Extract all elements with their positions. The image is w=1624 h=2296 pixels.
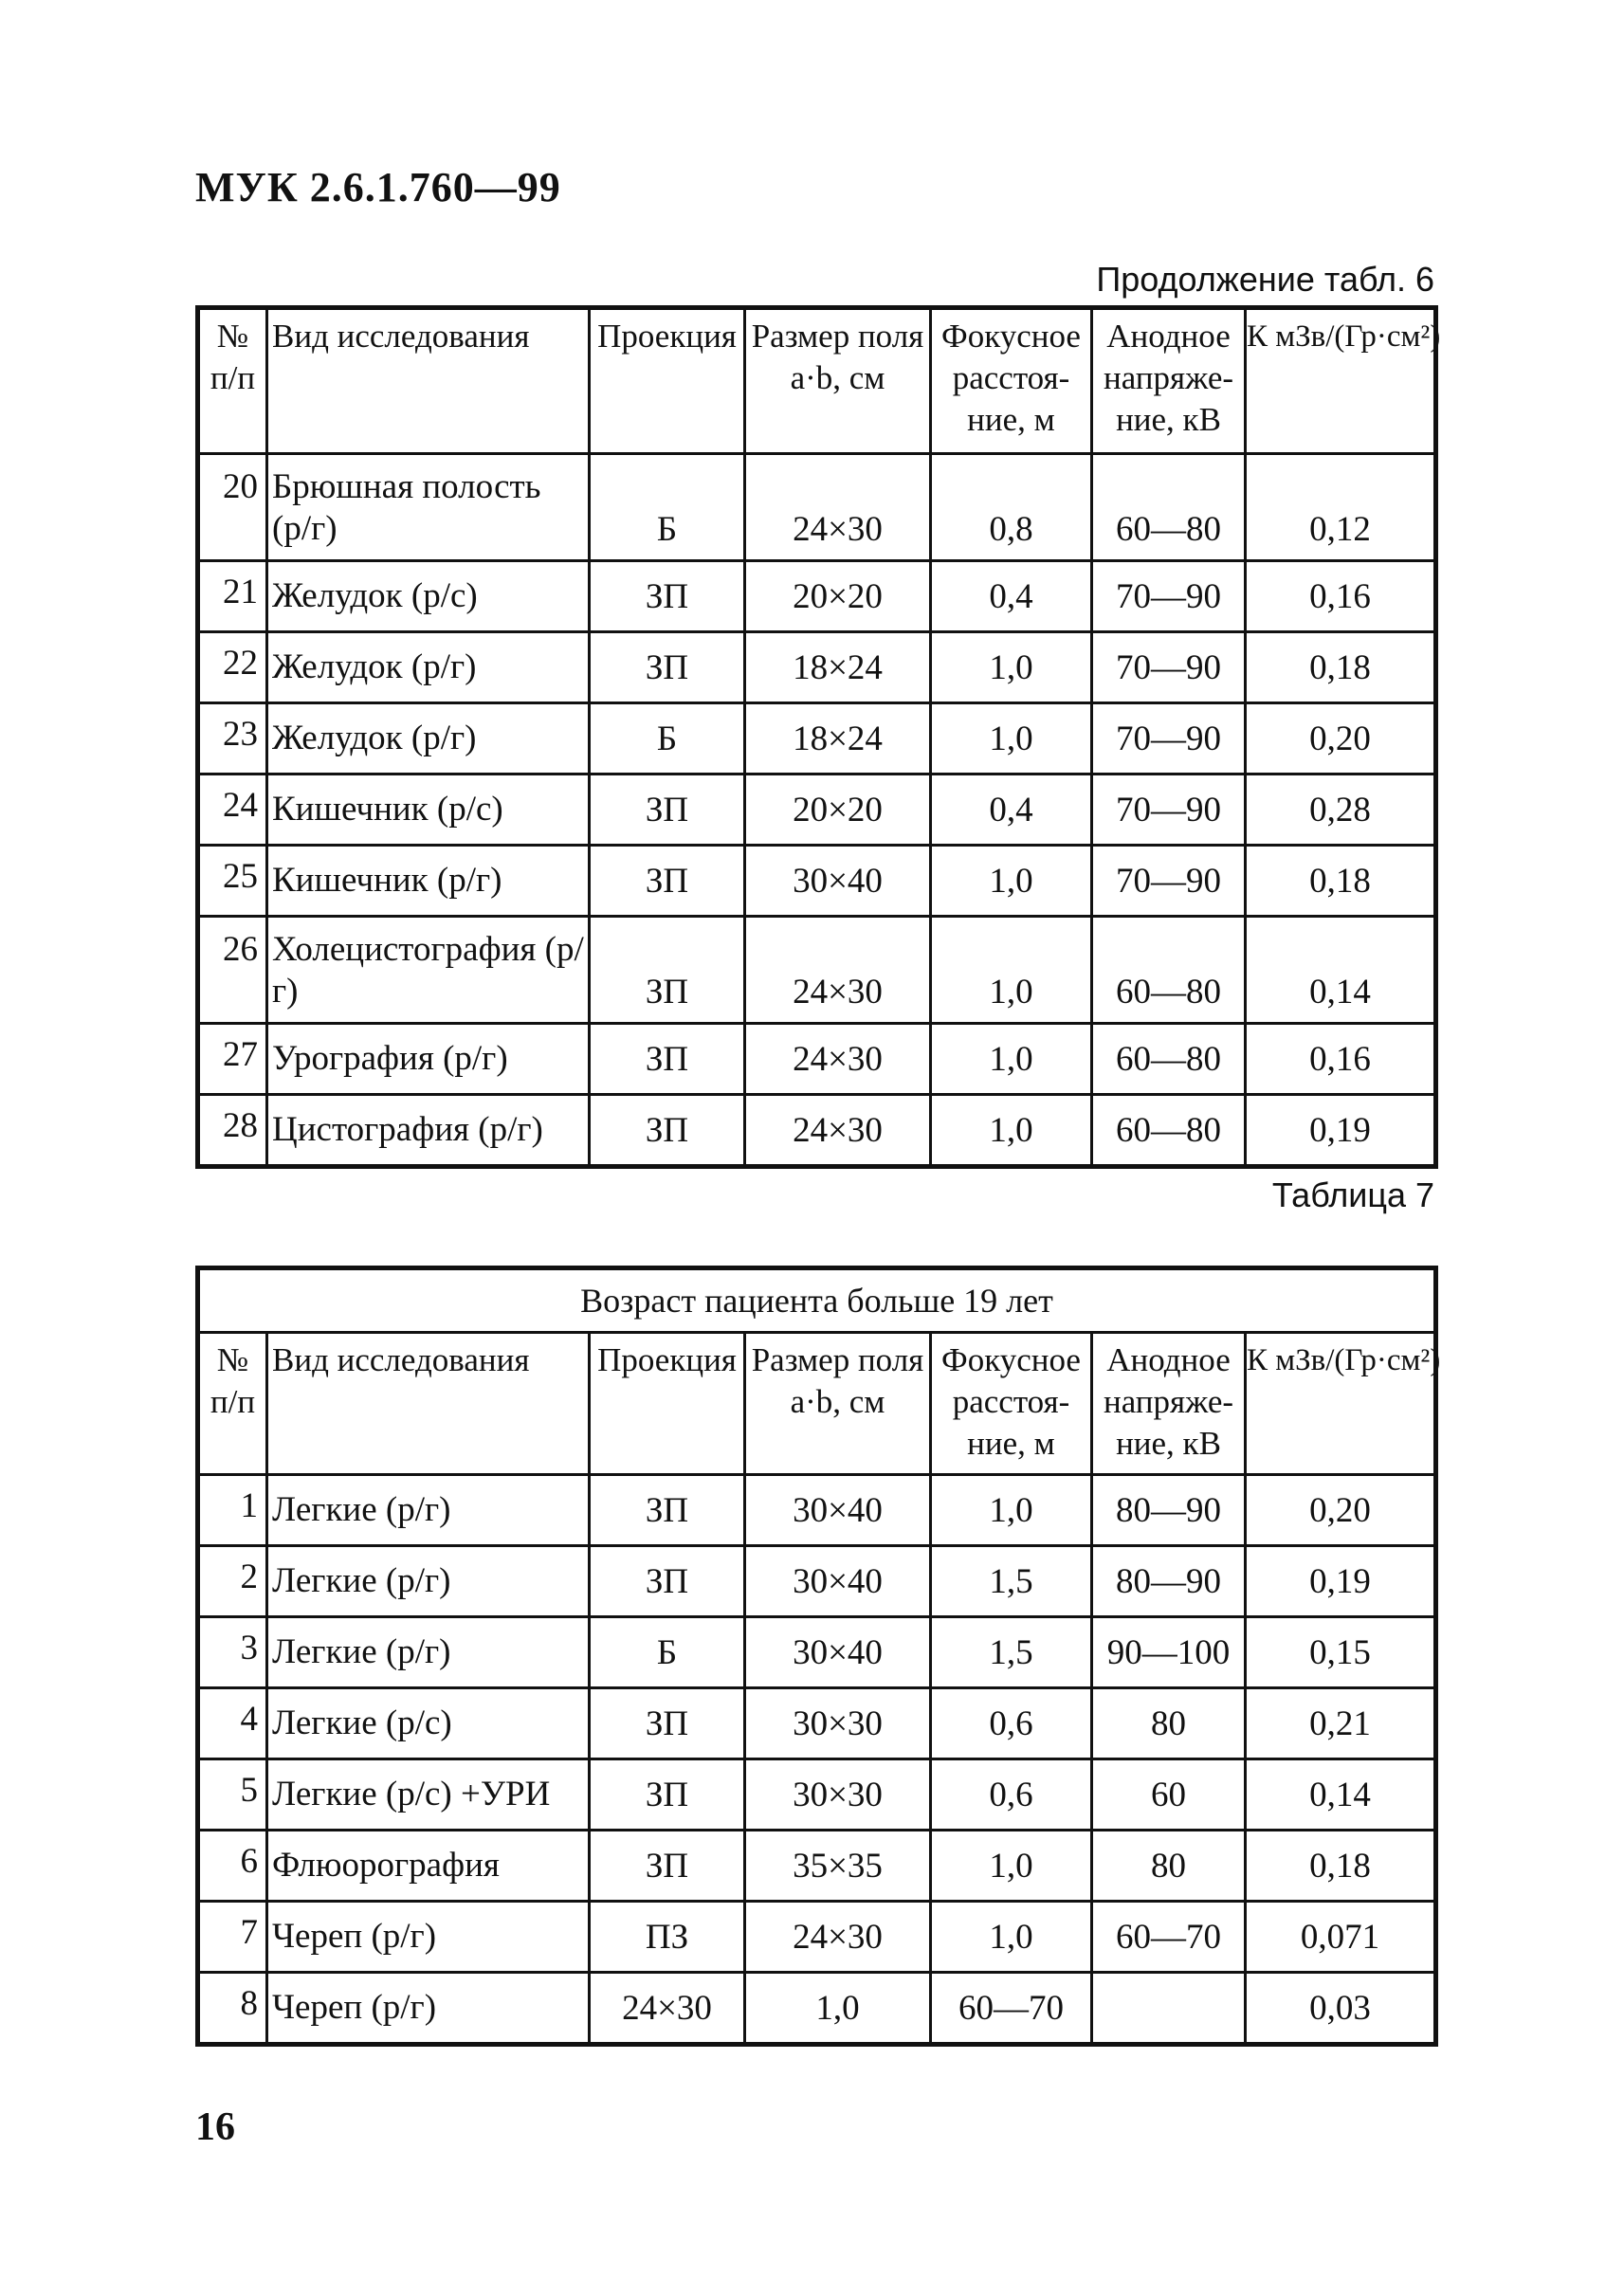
cell-focal-distance: 1,0 [931,632,1092,703]
cell-anode-voltage: 70—90 [1092,774,1246,846]
cell-number: 20 [198,454,267,561]
col-header-number: № п/п [198,308,267,454]
cell-number: 2 [198,1546,267,1617]
table-row [198,1024,1436,1095]
table-7 [195,1266,1441,2047]
cell-anode-voltage [1092,1973,1246,2045]
cell-projection: ЗП [590,774,745,846]
cell-number: 7 [198,1902,267,1973]
cell-anode-voltage: 60—80 [1092,917,1246,1024]
cell-k-coefficient: 0,15 [1246,1617,1436,1688]
table-row [198,1831,1436,1902]
cell-study-type: Желудок (р/г) [267,703,590,774]
col-header-field-size: Размер поля a·b, см [745,1333,931,1475]
cell-focal-distance: 1,0 [931,1095,1092,1167]
cell-number: 28 [198,1095,267,1167]
cell-study-type: Брюшная полость (р/г) [267,454,590,561]
cell-field-size: 20×20 [745,774,931,846]
cell-number: 25 [198,846,267,917]
cell-focal-distance: 1,5 [931,1617,1092,1688]
cell-projection: ЗП [590,1546,745,1617]
cell-projection: ЗП [590,1831,745,1902]
table6-caption: Продолжение табл. 6 [1096,260,1434,299]
cell-field-size: 35×35 [745,1831,931,1902]
cell-k-coefficient: 0,14 [1246,917,1436,1024]
col-header-k-coefficient: К мЗв/(Гр·см²) [1246,308,1436,454]
cell-number: 23 [198,703,267,774]
cell-focal-distance: 1,0 [931,1902,1092,1973]
cell-field-size: 18×24 [745,632,931,703]
cell-focal-distance: 1,5 [931,1546,1092,1617]
cell-study-type: Кишечник (р/г) [267,846,590,917]
cell-projection: ЗП [590,1688,745,1759]
cell-projection: ЗП [590,1095,745,1167]
cell-focal-distance: 1,0 [931,1831,1092,1902]
cell-k-coefficient: 0,18 [1246,632,1436,703]
cell-field-size: 24×30 [745,1095,931,1167]
cell-study-type: Кишечник (р/с) [267,774,590,846]
cell-study-type: Урография (р/г) [267,1024,590,1095]
cell-study-type: Череп (р/г) [267,1902,590,1973]
cell-study-type: Легкие (р/с) +УРИ [267,1759,590,1831]
cell-k-coefficient: 0,19 [1246,1095,1436,1167]
cell-study-type: Легкие (р/г) [267,1475,590,1546]
cell-anode-voltage: 70—90 [1092,846,1246,917]
cell-anode-voltage: 60—80 [1092,1024,1246,1095]
cell-k-coefficient: 0,16 [1246,561,1436,632]
cell-field-size: 30×30 [745,1688,931,1759]
cell-k-coefficient: 0,18 [1246,1831,1436,1902]
cell-number: 8 [198,1973,267,2045]
cell-number: 26 [198,917,267,1024]
cell-study-type: Легкие (р/с) [267,1688,590,1759]
cell-focal-distance: 0,6 [931,1759,1092,1831]
cell-projection: ПЗ [590,1902,745,1973]
cell-anode-voltage: 70—90 [1092,561,1246,632]
cell-anode-voltage: 80—90 [1092,1546,1246,1617]
table-row [198,1973,1436,2045]
col-header-anode-voltage: Анодное напряже-ние, кВ [1092,1333,1246,1475]
table6-header-row [198,308,1436,454]
cell-focal-distance: 0,4 [931,561,1092,632]
cell-projection: ЗП [590,1759,745,1831]
cell-number: 27 [198,1024,267,1095]
cell-projection: ЗП [590,1475,745,1546]
cell-study-type: Цистография (р/г) [267,1095,590,1167]
table-row [198,1546,1436,1617]
cell-number: 5 [198,1759,267,1831]
cell-study-type: Легкие (р/г) [267,1546,590,1617]
cell-projection: ЗП [590,1024,745,1095]
cell-projection: Б [590,1617,745,1688]
cell-number: 24 [198,774,267,846]
table-row [198,1095,1436,1167]
cell-focal-distance: 1,0 [931,1024,1092,1095]
cell-anode-voltage: 70—90 [1092,632,1246,703]
table-row [198,1688,1436,1759]
cell-k-coefficient: 0,28 [1246,774,1436,846]
cell-field-size: 24×30 [745,454,931,561]
col-header-projection: Проекция [590,1333,745,1475]
table-row [198,632,1436,703]
cell-field-size: 30×40 [745,846,931,917]
table7-caption: Таблица 7 [1271,1175,1434,1214]
cell-field-size: 30×30 [745,1759,931,1831]
cell-study-type: Желудок (р/г) [267,632,590,703]
age-group-header: Возраст пациента больше 19 лет [198,1268,1436,1333]
table7-header-row [198,1333,1436,1475]
cell-study-type: Флюорография [267,1831,590,1902]
cell-anode-voltage: 90—100 [1092,1617,1246,1688]
table-row [198,846,1436,917]
col-header-study-type: Вид исследования [267,1333,590,1475]
cell-focal-distance: 1,0 [931,1475,1092,1546]
col-header-focal-distance: Фокусное расстоя-ние, м [931,308,1092,454]
cell-focal-distance: 0,6 [931,1688,1092,1759]
col-header-anode-voltage: Анодное напряже-ние, кВ [1092,308,1246,454]
cell-anode-voltage: 60—80 [1092,454,1246,561]
cell-number: 21 [198,561,267,632]
document-id: МУК 2.6.1.760—99 [195,164,561,210]
cell-number: 1 [198,1475,267,1546]
cell-study-type: Череп (р/г) [267,1973,590,2045]
table-row [198,1475,1436,1546]
cell-field-size: 1,0 [745,1973,931,2045]
cell-field-size: 24×30 [745,1902,931,1973]
cell-focal-distance: 60—70 [931,1973,1092,2045]
cell-focal-distance: 0,4 [931,774,1092,846]
cell-study-type: Легкие (р/г) [267,1617,590,1688]
cell-k-coefficient: 0,21 [1246,1688,1436,1759]
cell-anode-voltage: 80 [1092,1688,1246,1759]
col-header-focal-distance: Фокусное расстоя-ние, м [931,1333,1092,1475]
cell-anode-voltage: 80—90 [1092,1475,1246,1546]
cell-projection: ЗП [590,846,745,917]
cell-number: 22 [198,632,267,703]
col-header-projection: Проекция [590,308,745,454]
cell-field-size: 24×30 [745,1024,931,1095]
table-row [198,1617,1436,1688]
cell-anode-voltage: 60 [1092,1759,1246,1831]
cell-projection: Б [590,454,745,561]
col-header-k-coefficient: К мЗв/(Гр·см²) [1246,1333,1436,1475]
cell-field-size: 24×30 [745,917,931,1024]
cell-projection: Б [590,703,745,774]
table-row [198,561,1436,632]
cell-k-coefficient: 0,03 [1246,1973,1436,2045]
table-row [198,774,1436,846]
cell-number: 3 [198,1617,267,1688]
cell-k-coefficient: 0,16 [1246,1024,1436,1095]
cell-k-coefficient: 0,20 [1246,1475,1436,1546]
cell-focal-distance: 1,0 [931,703,1092,774]
cell-k-coefficient: 0,12 [1246,454,1436,561]
cell-focal-distance: 1,0 [931,917,1092,1024]
cell-anode-voltage: 60—70 [1092,1902,1246,1973]
cell-field-size: 30×40 [745,1617,931,1688]
cell-number: 4 [198,1688,267,1759]
table-row [198,1902,1436,1973]
table-row [198,917,1436,1024]
cell-field-size: 18×24 [745,703,931,774]
page-number: 16 [195,2105,235,2149]
cell-k-coefficient: 0,14 [1246,1759,1436,1831]
cell-anode-voltage: 60—80 [1092,1095,1246,1167]
cell-k-coefficient: 0,071 [1246,1902,1436,1973]
table-row [198,1759,1436,1831]
cell-field-size: 20×20 [745,561,931,632]
cell-study-type: Холецистография (р/г) [267,917,590,1024]
cell-projection: ЗП [590,561,745,632]
table-row [198,454,1436,561]
cell-projection: ЗП [590,917,745,1024]
cell-k-coefficient: 0,18 [1246,846,1436,917]
cell-study-type: Желудок (р/с) [267,561,590,632]
cell-k-coefficient: 0,19 [1246,1546,1436,1617]
table7-group-header-row [198,1268,1436,1333]
table-row [198,703,1436,774]
col-header-study-type: Вид исследования [267,308,590,454]
cell-focal-distance: 0,8 [931,454,1092,561]
col-header-field-size: Размер поля a·b, см [745,308,931,454]
cell-anode-voltage: 70—90 [1092,703,1246,774]
cell-anode-voltage: 80 [1092,1831,1246,1902]
cell-projection: 24×30 [590,1973,745,2045]
cell-field-size: 30×40 [745,1546,931,1617]
cell-projection: ЗП [590,632,745,703]
cell-focal-distance: 1,0 [931,846,1092,917]
cell-number: 6 [198,1831,267,1902]
col-header-number: № п/п [198,1333,267,1475]
cell-k-coefficient: 0,20 [1246,703,1436,774]
cell-field-size: 30×40 [745,1475,931,1546]
table-6 [195,305,1441,1169]
